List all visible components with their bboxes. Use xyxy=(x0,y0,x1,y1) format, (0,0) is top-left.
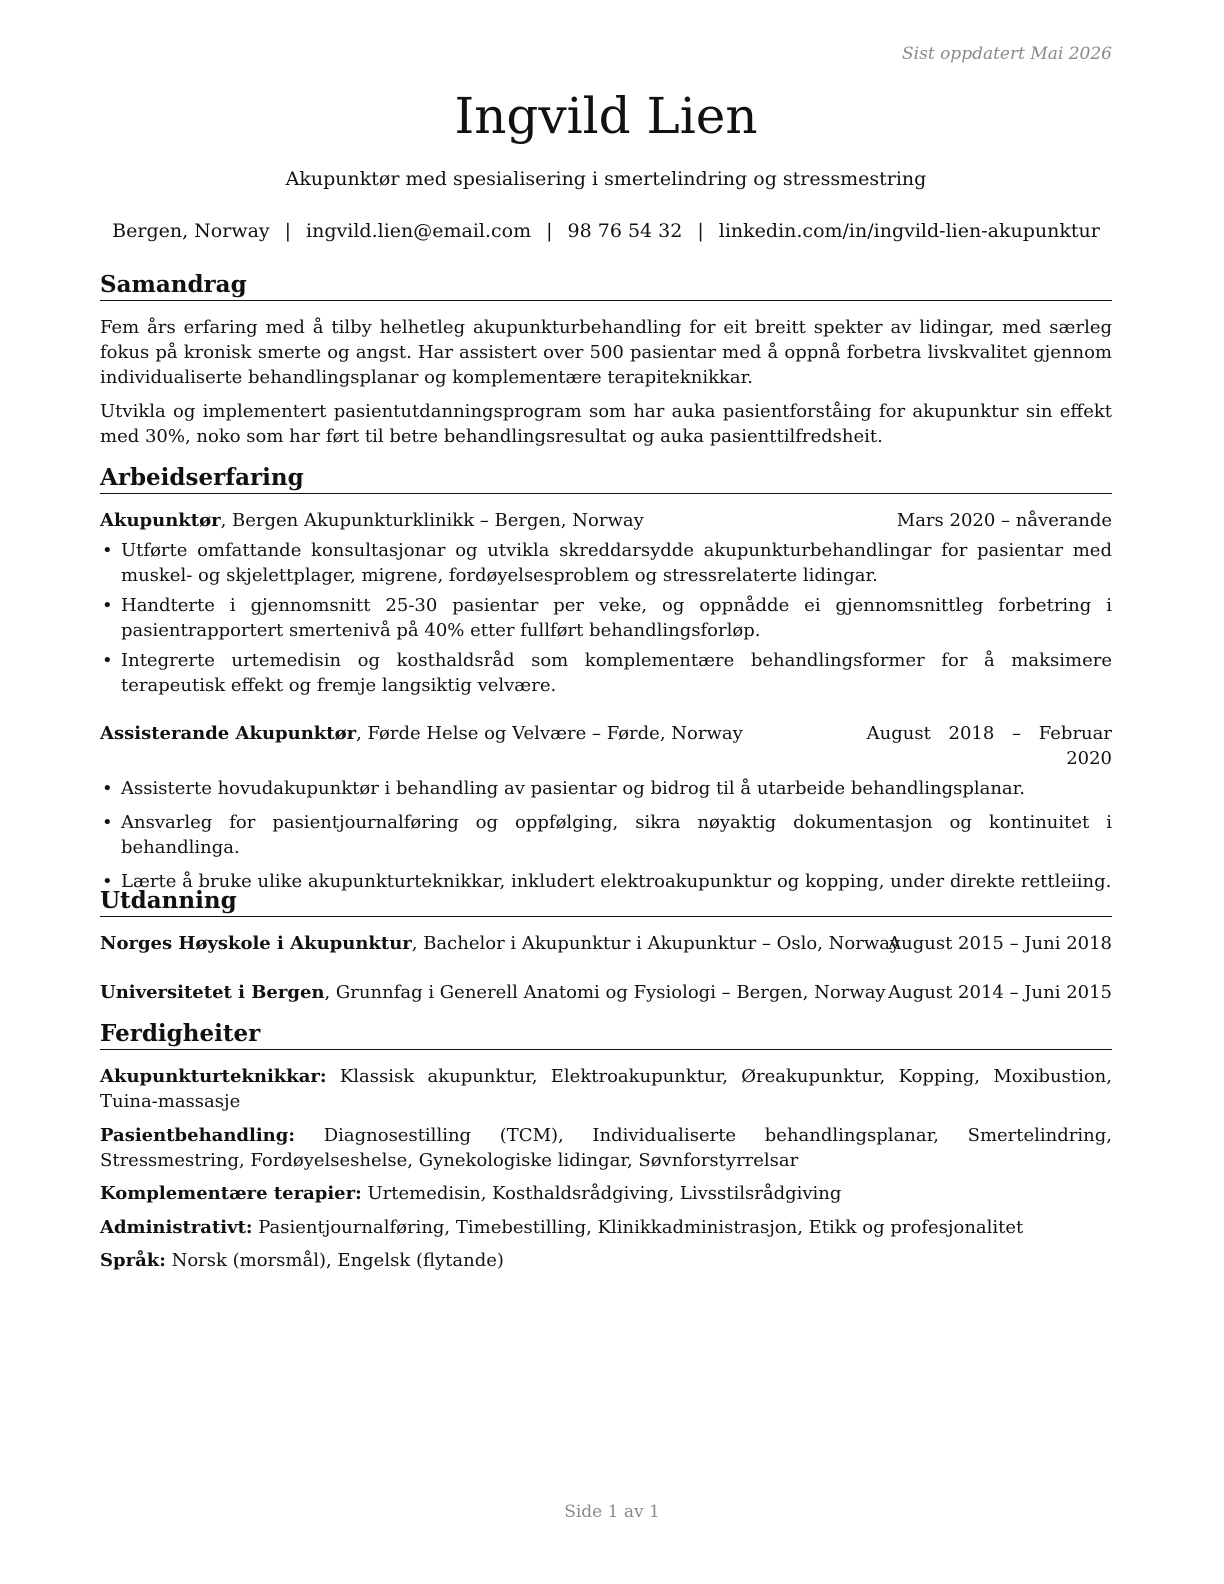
job-bullets xyxy=(100,538,1112,698)
job-employer: , Førde Helse og Velvære – Førde, Norway xyxy=(356,723,743,744)
skill-value: Klassisk akupunktur, Elektroakupunktur, Øreakupunktur, Kopping, Moxibustion, Tuina-massasje xyxy=(100,1066,1112,1112)
skill-item xyxy=(100,1248,1112,1273)
skill-label: Språk: xyxy=(100,1250,166,1271)
job-header xyxy=(100,721,1112,771)
job-bullet: • Integrerte urtemedisin og kosthaldsråd som komplementære behandlingsformer for å maksimere terapeutisk effekt og fremje langsiktig velvære. xyxy=(100,648,1112,698)
section-title-education: Utdanning xyxy=(100,887,1112,917)
skill-item xyxy=(100,1123,1112,1173)
contact-line xyxy=(100,219,1112,243)
job-role: Assisterande Akupunktør xyxy=(100,723,357,744)
job-bullet: • Handterte i gjennomsnitt 25-30 pasientar per veke, og oppnådde ei gjennomsnittleg forbetring i pasientrapportert smertenivå på 40% etter fullført behandlingsforløp. xyxy=(100,593,1112,643)
last-updated: Sist oppdatert Mai 2026 xyxy=(902,44,1112,64)
education-dates: August 2014 – Juni 2015 xyxy=(888,982,1112,1003)
job-employer: , Bergen Akupunkturklinikk – Bergen, Norway xyxy=(220,510,644,531)
contact-location: Bergen, Norway xyxy=(112,220,270,242)
education-dates: August 2015 – Juni 2018 xyxy=(888,933,1112,954)
skill-value: Diagnosestilling (TCM), Individualiserte behandlingsplanar, Smertelindring, Stressmestring, Fordøyelseshelse, Gynekologiske lidingar, Søvnforstyrrelsar xyxy=(100,1125,1112,1171)
contact-phone[interactable]: 98 76 54 32 xyxy=(567,220,683,242)
skill-item xyxy=(100,1181,1112,1206)
contact-separator: | xyxy=(284,220,292,242)
section-title-skills: Ferdigheiter xyxy=(100,1020,1112,1050)
section-title-summary: Samandrag xyxy=(100,271,1112,301)
summary-paragraph-2: Utvikla og implementert pasientutdanningsprogram som har auka pasientforståing for akupunktur sin effekt med 30%, noko som har ført til betre behandlingsresultat og auka pasienttilfredsheit. xyxy=(100,401,1112,447)
skill-value: Pasientjournalføring, Timebestilling, Klinikkadministrasjon, Etikk og profesjonalitet xyxy=(252,1217,1024,1238)
skill-label: Administrativt: xyxy=(100,1217,253,1238)
page-footer: Side 1 av 1 xyxy=(564,1502,660,1522)
job-dates: August 2018 – Februar 2020 xyxy=(866,723,1112,769)
contact-separator: | xyxy=(697,220,704,242)
job-dates: Mars 2020 – nåverande xyxy=(896,510,1112,531)
job-bullet: • Lærte å bruke ulike akupunkturteknikkar, inkludert elektroakupunktur og kopping, under direkte rettleiing. xyxy=(100,869,1112,894)
job-bullet: • Utførte omfattande konsultasjonar og utvikla skreddarsydde akupunkturbehandlingar for pasientar med muskel- og skjelettplager, migrene, fordøyelsesproblem og stressrelaterte lidingar. xyxy=(100,538,1112,588)
job-bullets xyxy=(100,776,1112,894)
contact-email[interactable]: ingvild.lien@email.com xyxy=(306,220,532,242)
skill-label: Komplementære terapier: xyxy=(100,1183,362,1204)
candidate-name: Ingvild Lien xyxy=(454,87,758,145)
education-detail: , Grunnfag i Generell Anatomi og Fysiologi – Bergen, Norway xyxy=(324,982,886,1003)
education-school: Norges Høyskole i Akupunktur xyxy=(100,933,412,954)
job-role: Akupunktør xyxy=(100,510,221,531)
skill-item xyxy=(100,1064,1112,1114)
contact-separator: | xyxy=(546,220,553,242)
summary-paragraph-1: Fem års erfaring med å tilby helhetleg akupunkturbehandling for eit breitt spekter av lidingar, med særleg fokus på kronisk smerte og angst. Har assistert over 500 pasientar med å oppnå forbetra livskvalitet gjennom individualiserte behandlingsplanar og komplementære terapiteknikkar. xyxy=(100,317,1112,388)
contact-linkedin[interactable]: linkedin.com/in/ingvild-lien-akupunktur xyxy=(718,220,1100,242)
job-bullet: • Assisterte hovudakupunktør i behandling av pasientar og bidrog til å utarbeide behandlingsplanar. xyxy=(100,776,1112,801)
skill-value: Urtemedisin, Kosthaldsrådgiving, Livsstilsrådgiving xyxy=(361,1183,842,1204)
section-title-experience: Arbeidserfaring xyxy=(100,464,1112,494)
skill-value: Norsk (morsmål), Engelsk (flytande) xyxy=(165,1250,504,1271)
skill-item xyxy=(100,1215,1112,1240)
education-school: Universitetet i Bergen xyxy=(100,982,325,1003)
tagline: Akupunktør med spesialisering i smertelindring og stressmestring xyxy=(285,168,927,190)
education-detail: , Bachelor i Akupunktur i Akupunktur – Oslo, Norway xyxy=(411,933,901,954)
skill-label: Akupunkturteknikkar: xyxy=(100,1066,327,1087)
job-bullet: • Ansvarleg for pasientjournalføring og oppfølging, sikra nøyaktig dokumentasjon og kontinuitet i behandlinga. xyxy=(100,810,1112,860)
skill-label: Pasientbehandling: xyxy=(100,1125,295,1146)
